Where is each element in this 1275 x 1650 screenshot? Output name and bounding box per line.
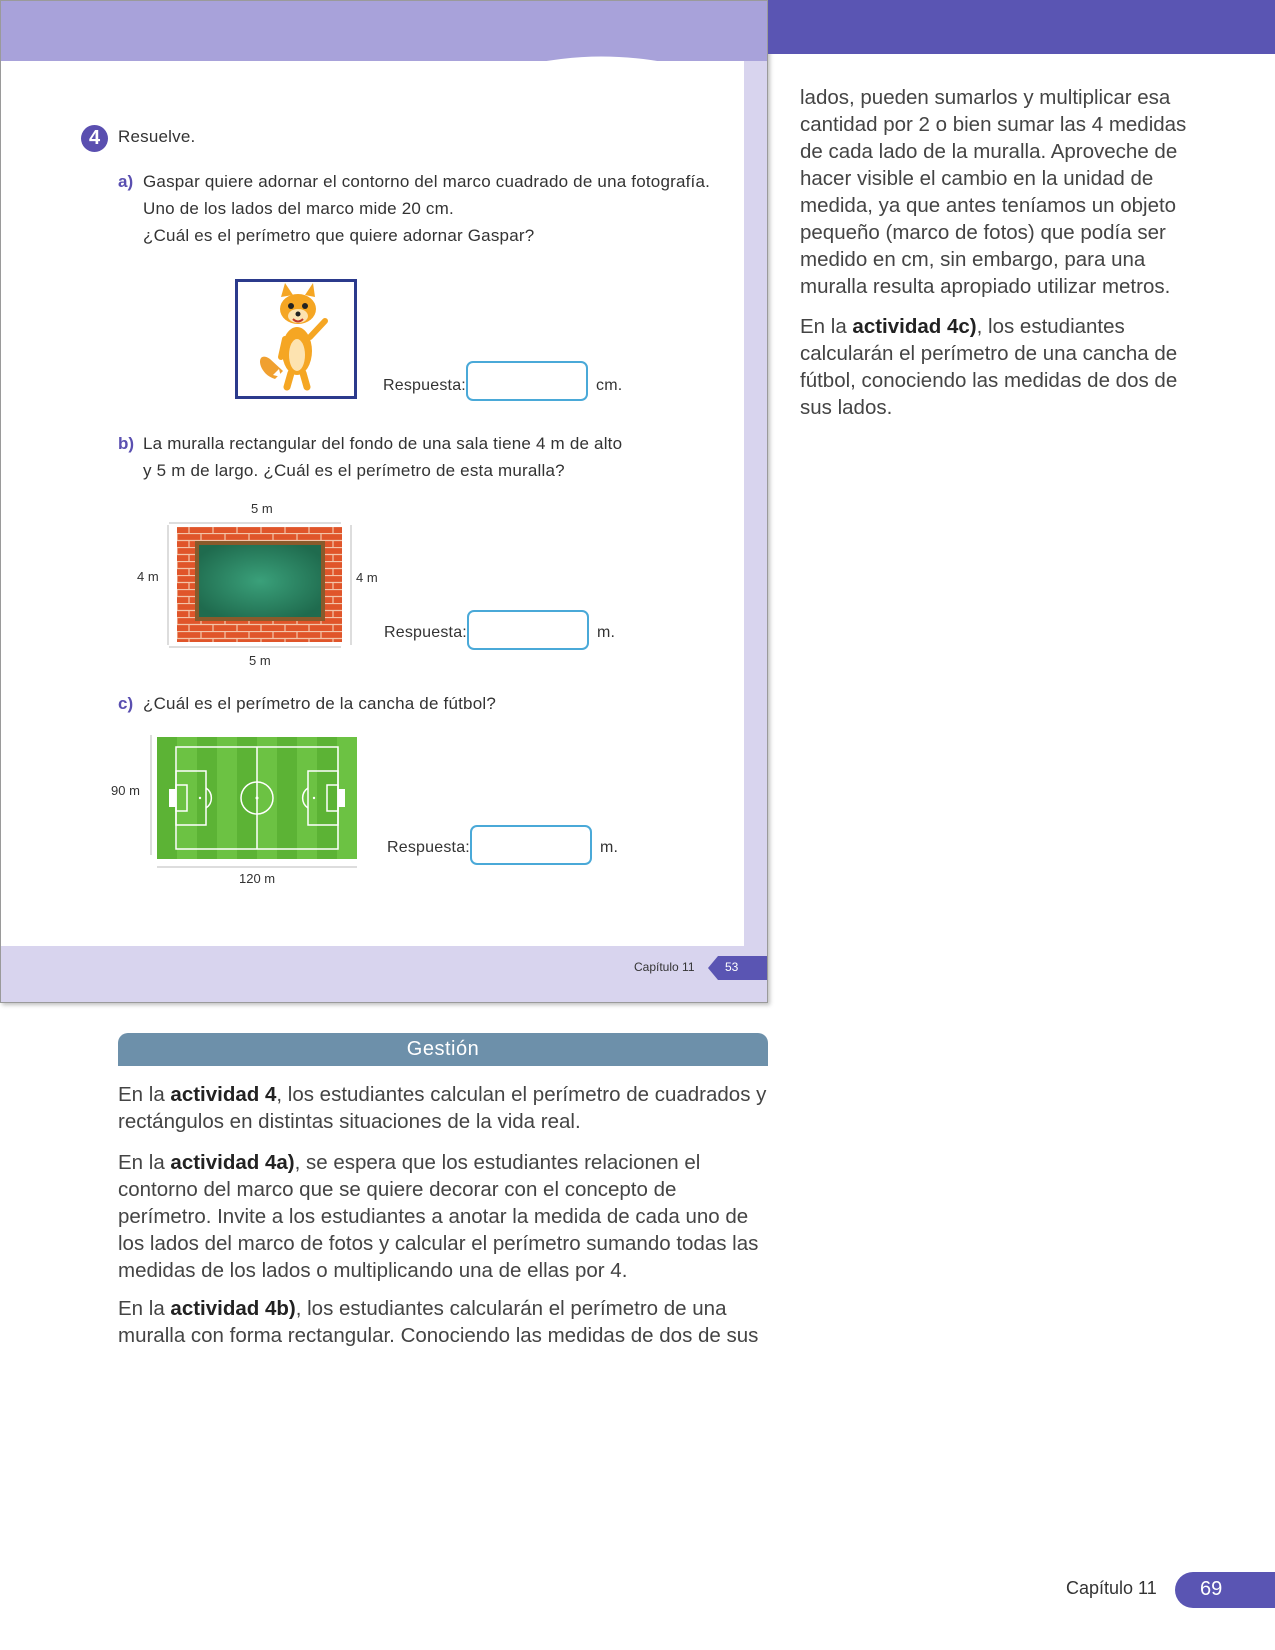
guide-paragraph-2: En la actividad 4a), se espera que los estudiantes relacionen el contorno del marco que se quiere decorar con el concepto de perímetro. Invite a los estudiantes a anotar la medida de cada uno de los lados del marco de fotos y calcular el perímetro sumando todas las medidas de los lados o multiplicando una de ellas por 4. <box>118 1151 759 1282</box>
soccer-field-diagram <box>141 733 361 873</box>
part-b-left-label: 4 m <box>137 569 159 584</box>
brick-wall-diagram <box>165 519 355 649</box>
part-c-letter: c) <box>118 694 134 713</box>
guide-paragraph-1: En la actividad 4, los estudiantes calculan el perímetro de cuadrados y rectángulos en distintas situaciones de la vida real. <box>118 1083 767 1133</box>
instruction: Resuelve. <box>118 127 196 146</box>
student-page <box>0 0 768 1003</box>
activity-number-badge: 4 <box>81 125 108 152</box>
part-a-letter: a) <box>118 172 134 191</box>
part-b-line1: La muralla rectangular del fondo de una sala tiene 4 m de alto <box>143 434 623 453</box>
guide-paragraph-5: En la actividad 4c), los estudiantes calcularán el perímetro de una cancha de fútbol, conociendo las medidas de dos de sus lados. <box>800 315 1178 419</box>
chapter-label: Capítulo 11 <box>1066 1578 1157 1598</box>
part-c-line1: ¿Cuál es el perímetro de la cancha de fútbol? <box>143 694 496 713</box>
guide-paragraph-3: En la actividad 4b), los estudiantes calcularán el perímetro de una muralla con forma rectangular. Conociendo las medidas de dos de sus <box>118 1297 759 1347</box>
part-b-answer-label: Respuesta: <box>384 624 467 641</box>
part-b-unit: m. <box>597 624 616 641</box>
content-panel <box>1 61 744 946</box>
part-c-answer-label: Respuesta: <box>387 839 470 856</box>
part-c-unit: m. <box>600 839 619 856</box>
part-b-answer-box[interactable] <box>467 610 589 650</box>
part-c-height-label: 90 m <box>111 783 140 798</box>
part-a-answer-box[interactable] <box>466 361 588 401</box>
page-number: 69 <box>1200 1578 1223 1600</box>
page-number-tab <box>1175 1572 1275 1608</box>
part-b-top-label: 5 m <box>251 501 273 516</box>
header-bar <box>768 0 1275 54</box>
part-a-line1: Gaspar quiere adornar el contorno del marco cuadrado de una fotografía. <box>143 172 711 191</box>
part-b-bottom-label: 5 m <box>249 653 271 668</box>
part-a-line3: ¿Cuál es el perímetro que quiere adornar Gaspar? <box>143 226 535 245</box>
part-b-right-label: 4 m <box>356 570 378 585</box>
section-title: Gestión <box>118 1033 768 1066</box>
part-a-unit: cm. <box>596 377 623 394</box>
part-b-line2: y 5 m de largo. ¿Cuál es el perímetro de esta muralla? <box>143 461 565 480</box>
fox-photo-frame <box>235 279 357 399</box>
student-page-number: 53 <box>725 960 739 974</box>
student-page-chapter: Capítulo 11 <box>634 960 695 974</box>
guide-paragraph-4: lados, pueden sumarlos y multiplicar esa cantidad por 2 o bien sumar las 4 medidas de cada lado de la muralla. Aproveche de hacer visible el cambio en la unidad de medida, ya que antes teníamos un objeto pequeño (marco de fotos) que podía ser medido en cm, sin embargo, para una muralla resulta apropiado utilizar metros. <box>800 86 1187 298</box>
bottom-band <box>1 946 768 1003</box>
part-c-width-label: 120 m <box>239 871 276 886</box>
side-band <box>744 61 768 946</box>
part-c-answer-box[interactable] <box>470 825 592 865</box>
part-a-line2: Uno de los lados del marco mide 20 cm. <box>143 199 454 218</box>
part-b-letter: b) <box>118 434 135 453</box>
part-a-answer-label: Respuesta: <box>383 377 466 394</box>
